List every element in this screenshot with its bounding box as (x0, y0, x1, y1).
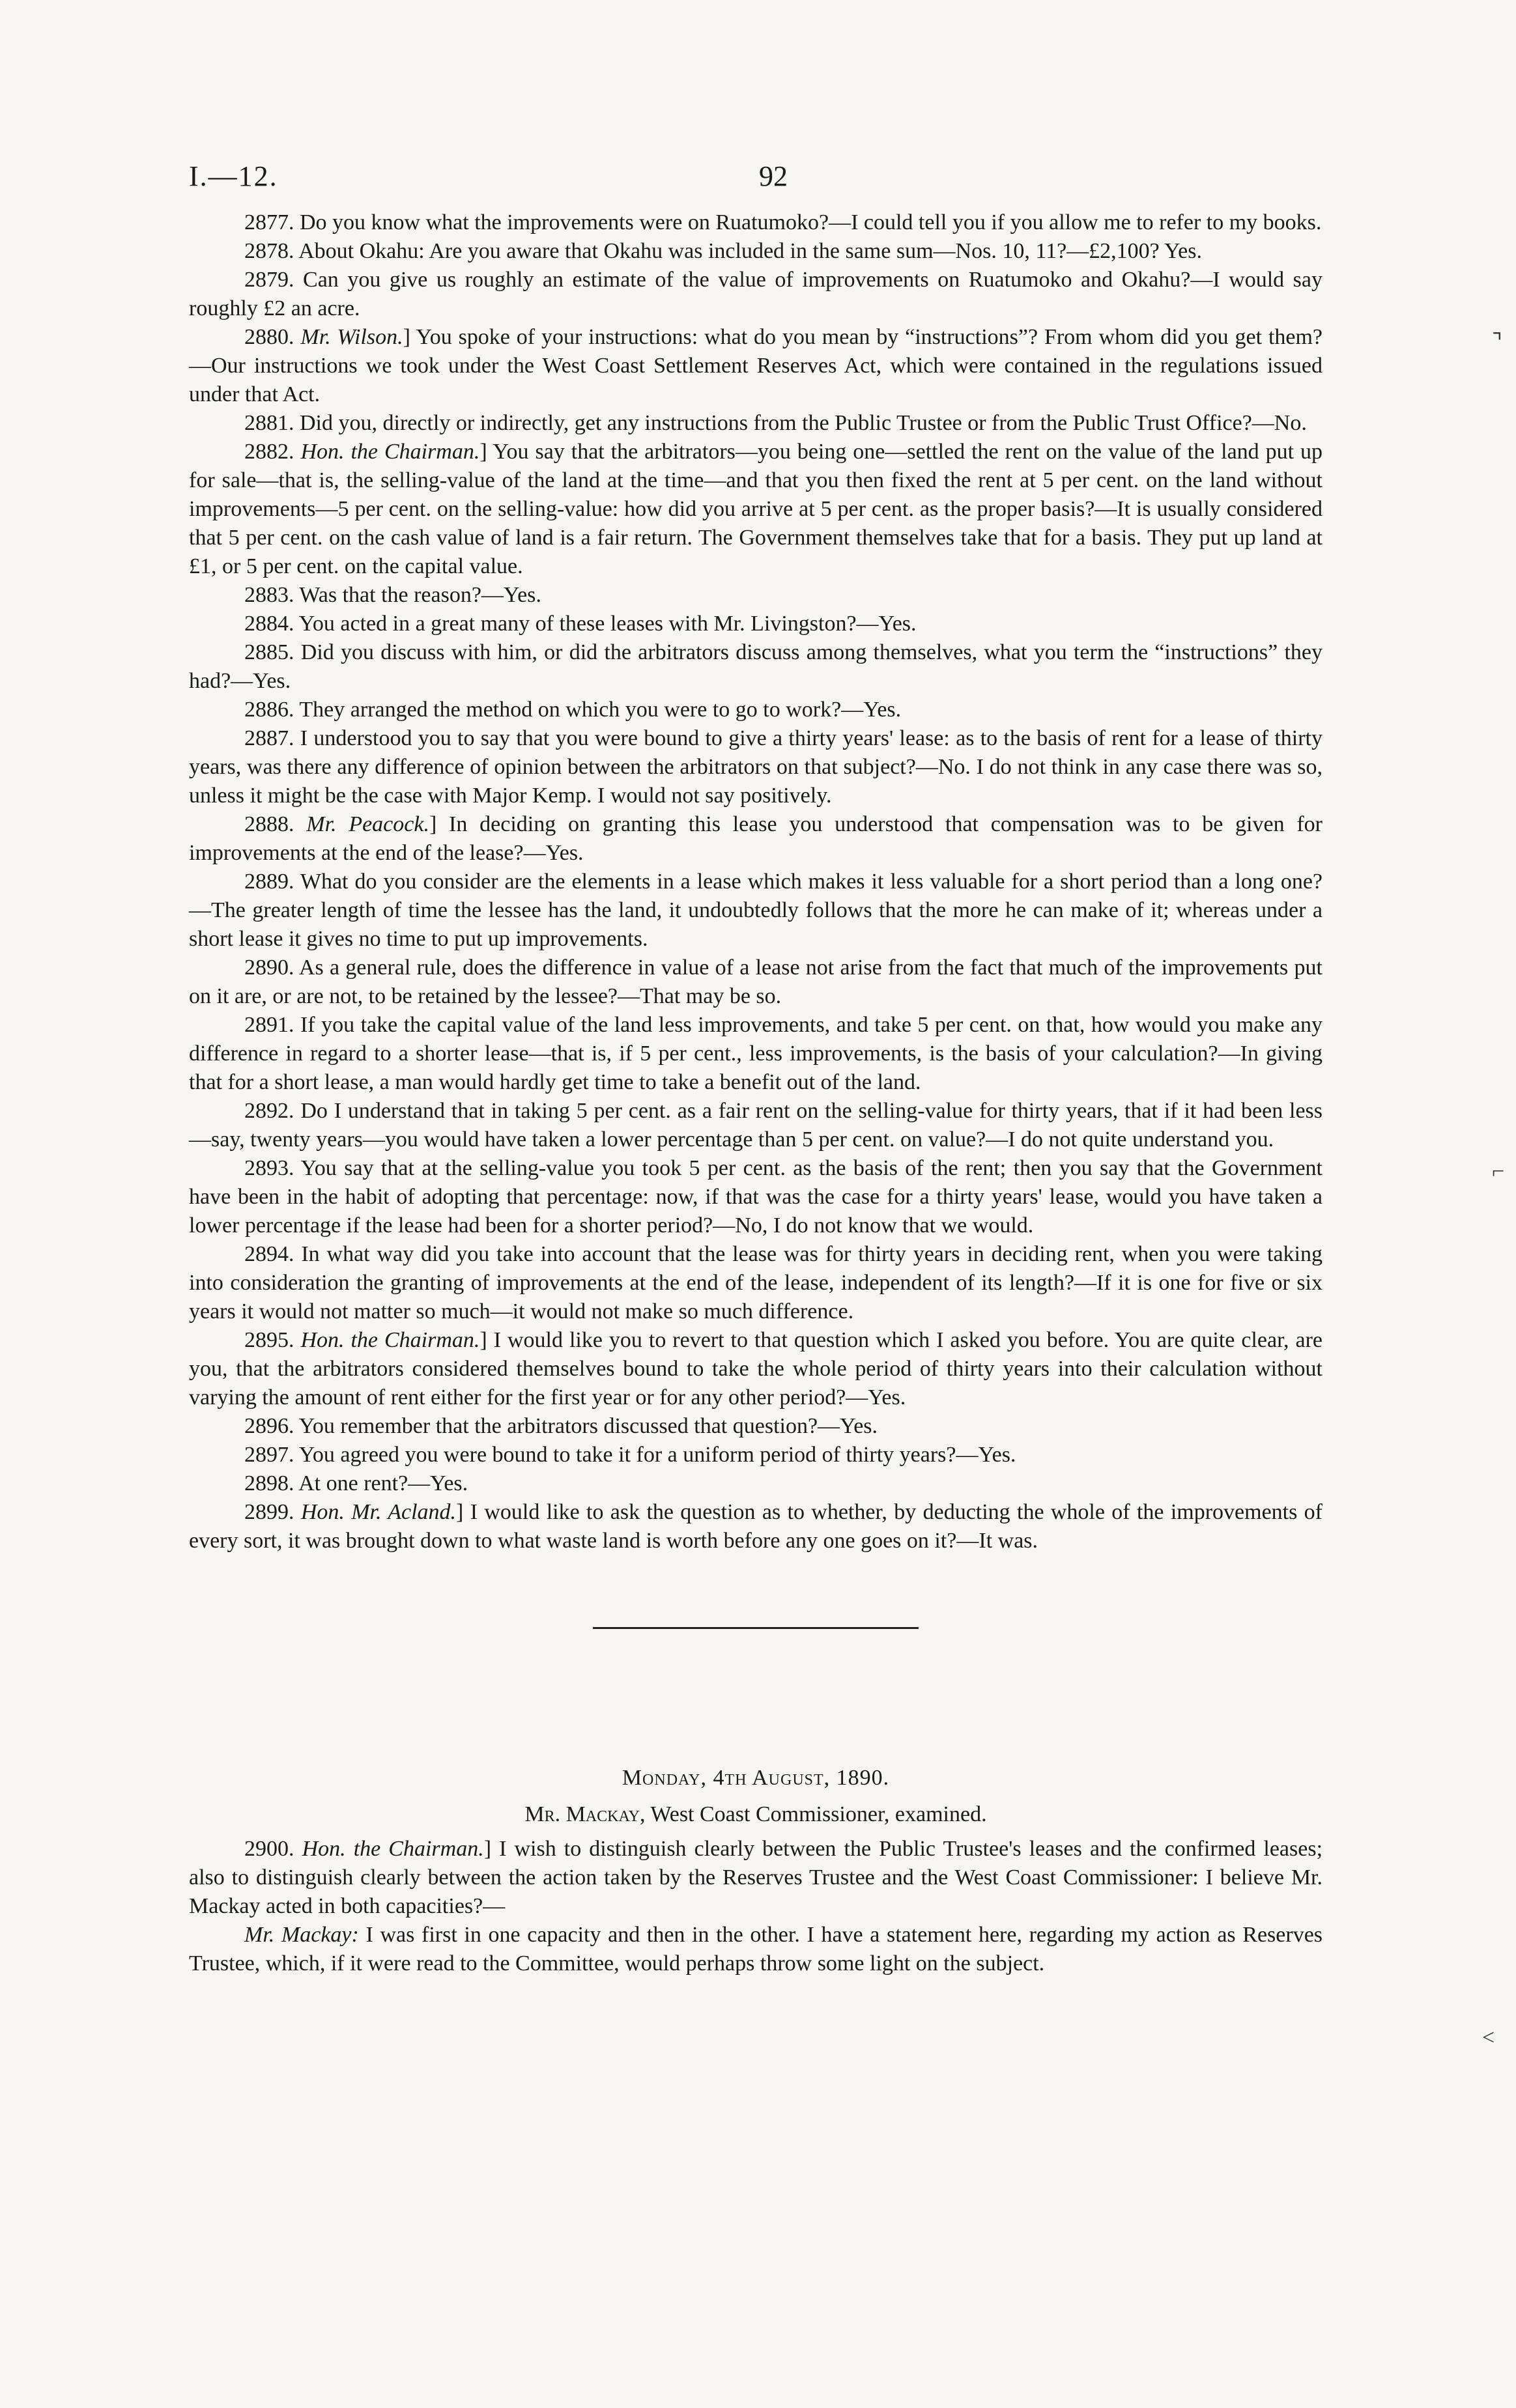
section-divider (593, 1627, 919, 1629)
question-paragraph: 2880. Mr. Wilson.] You spoke of your instructions: what do you mean by “instructions”? From whom did you get them?—Our instructions we took under the West Coast Settlement Reserves Act, which were contained in the regulations issued under that Act. (189, 325, 1323, 406)
question-text: You acted in a great many of these leases with Mr. Livingston?—Yes. (298, 612, 917, 636)
question-paragraph (189, 208, 1323, 237)
report-reference: I.—12. (189, 160, 278, 192)
margin-mark: ⌐ (1492, 1159, 1505, 1183)
question-number: 2886. (244, 698, 294, 722)
witness-heading (189, 1802, 1323, 1827)
speaker-name: Mr. Mackay: (244, 1923, 359, 1947)
speaker-name: Hon. the Chairman. (300, 1328, 480, 1352)
question-text: You spoke of your instructions: what do you mean by “instructions”? From whom did you get them?—Our instructions we took under the West Coast Settlement Reserves Act, which were contained in the regulations issued under that Act. (189, 325, 1323, 406)
question-paragraph (189, 1921, 1323, 1978)
question-number: 2877. (244, 210, 294, 234)
question-number: 2894. (244, 1242, 294, 1266)
question-text: Did you, directly or indirectly, get any instructions from the Public Trustee or from the Public Trust Office?—No. (300, 411, 1307, 435)
question-text: I would like you to revert to that question which I asked you before. You are quite clear, are you, that the arbitrators considered themselves bound to take the whole period of thirty years into their calculation without varying the amount of rent either for the first year or for any other period?—Yes. (189, 1328, 1323, 1409)
question-text: In deciding on granting this lease you understood that compensation was to be given for improvements at the end of the lease?—Yes. (189, 812, 1323, 865)
question-paragraph (189, 1011, 1323, 1097)
speaker-name: Hon. the Chairman. (300, 440, 480, 464)
question-text: About Okahu: Are you aware that Okahu was included in the same sum—Nos. 10, 11?—£2,100? Yes. (298, 239, 1202, 263)
question-number: 2892. (244, 1099, 294, 1123)
margin-mark: < (1482, 2026, 1495, 2050)
question-paragraph (189, 954, 1323, 1011)
question-paragraph (189, 696, 1323, 724)
witness-name: Mr. Mackay (524, 1802, 640, 1826)
question-number: 2896. (244, 1414, 294, 1438)
question-paragraph: 2900. Hon. the Chairman.] I wish to distinguish clearly between the Public Trustee's leases and the confirmed leases; also to distinguish clearly between the action taken by the Reserves Trustee and the West Coast Commissioner: I believe Mr. Mackay acted in both capacities?— (189, 1837, 1323, 1918)
question-number: 2878. (244, 239, 294, 263)
question-number: 2885. (244, 640, 294, 664)
question-text: I wish to distinguish clearly between the Public Trustee's leases and the confirmed leases; also to distinguish clearly between the action taken by the Reserves Trustee and the West Coast Commissioner: I believe Mr. Mackay acted in both capacities?— (189, 1837, 1323, 1918)
question-text: You say that the arbitrators—you being one—settled the rent on the value of the land put up for sale—that is, the selling-value of the land at the time—and that you then fixed the rent at 5 per cent. on the land without improvements—5 per cent. on the selling-value: how did you arrive at 5 per cent. as the proper basis?—It is usually considered that 5 per cent. on the cash value of land is a fair return. The Government themselves take that for a basis. They put up land at £1, or 5 per cent. on the capital value. (189, 440, 1323, 578)
question-paragraph (189, 1154, 1323, 1240)
margin-mark: ⌝ (1492, 330, 1502, 354)
question-text: Do you know what the improvements were on Ruatumoko?—I could tell you if you allow me to refer to my books. (300, 210, 1322, 234)
evidence-questions (189, 208, 1323, 1555)
question-paragraph (189, 1412, 1323, 1441)
question-number: 2891. (244, 1013, 294, 1037)
question-number: 2890. (244, 956, 294, 980)
question-text: Did you discuss with him, or did the arbitrators discuss among themselves, what you term the “instructions” they had?—Yes. (189, 640, 1323, 693)
question-paragraph (189, 1469, 1323, 1498)
question-text: You say that at the selling-value you took 5 per cent. as the basis of the rent; then you say that the Government have been in the habit of adopting that percentage: now, if that was the case for a thirty years' lease, would you have taken a lower percentage if the lease had been for a shorter period?—No, I do not know that we would. (189, 1156, 1323, 1238)
question-number: 2888. (244, 812, 294, 836)
question-paragraph (189, 237, 1323, 266)
question-paragraph: 2895. Hon. the Chairman.] I would like you to revert to that question which I asked you before. You are quite clear, are you, that the arbitrators considered themselves bound to take the whole period of thirty years into their calculation without varying the amount of rent either for the first year or for any other period?—Yes. (189, 1328, 1323, 1409)
section-paragraphs (189, 1835, 1323, 1978)
document-page (189, 147, 1323, 1978)
question-number: 2889. (244, 870, 294, 894)
question-text: They arranged the method on which you were to go to work?—Yes. (299, 698, 902, 722)
question-paragraph: 2899. Hon. Mr. Acland.] I would like to ask the question as to whether, by deducting the whole of the improvements of every sort, it was brought down to what waste land is worth before any one goes on it?—It was. (189, 1500, 1323, 1553)
question-paragraph (189, 868, 1323, 954)
question-text: Do I understand that in taking 5 per cent. as a fair rent on the selling-value for thirty years, that if it had been less—say, twenty years—you would have taken a lower percentage than 5 per cent. on value?—I do not quite understand you. (189, 1099, 1323, 1152)
question-paragraph (189, 581, 1323, 610)
speaker-name: Mr. Peacock. (306, 812, 429, 836)
question-number: 2881. (244, 411, 294, 435)
question-number: 2880. (244, 325, 294, 349)
speaker-name: Hon. the Chairman. (302, 1837, 484, 1861)
question-text: I was first in one capacity and then in the other. I have a statement here, regarding my action as Reserves Trustee, which, if it were read to the Committee, would perhaps throw some light on the subject. (189, 1923, 1323, 1976)
question-number: 2898. (244, 1471, 294, 1495)
question-paragraph (189, 1097, 1323, 1154)
question-paragraph: 2888. Mr. Peacock.] In deciding on granting this lease you understood that compensation was to be given for improvements at the end of the lease?—Yes. (189, 812, 1323, 865)
question-paragraph (189, 1240, 1323, 1326)
question-paragraph (189, 1441, 1323, 1469)
speaker-name: Mr. Wilson. (300, 325, 403, 349)
question-number: 2899. (244, 1500, 294, 1524)
page-number: 92 (759, 160, 788, 192)
question-paragraph: 2882. Hon. the Chairman.] You say that the arbitrators—you being one—settled the rent on the value of the land put up for sale—that is, the selling-value of the land at the time—and that you then fixed the rent at 5 per cent. on the land without improvements—5 per cent. on the selling-value: how did you arrive at 5 per cent. as the proper basis?—It is usually considered that 5 per cent. on the cash value of land is a fair return. The Government themselves take that for a basis. They put up land at £1, or 5 per cent. on the capital value. (189, 440, 1323, 578)
question-paragraph (189, 266, 1323, 323)
question-number: 2887. (244, 726, 294, 750)
question-text: Can you give us roughly an estimate of the value of improvements on Ruatumoko and Okahu?—I would say roughly £2 an acre. (189, 268, 1323, 320)
question-text: You remember that the arbitrators discussed that question?—Yes. (298, 1414, 878, 1438)
question-text: As a general rule, does the difference in value of a lease not arise from the fact that much of the improvements put on it are, or are not, to be retained by the lessee?—That may be so. (189, 956, 1323, 1008)
section-date: Monday, 4th August, 1890. (622, 1766, 890, 1790)
question-number: 2884. (244, 612, 294, 636)
question-paragraph (189, 610, 1323, 638)
question-number: 2895. (244, 1328, 294, 1352)
question-paragraph (189, 409, 1323, 438)
speaker-name: Hon. Mr. Acland. (300, 1500, 457, 1524)
question-paragraph (189, 638, 1323, 696)
witness-role: , West Coast Commissioner, examined. (639, 1802, 987, 1826)
question-text: At one rent?—Yes. (298, 1471, 468, 1495)
question-number: 2883. (244, 583, 294, 607)
question-number: 2893. (244, 1156, 294, 1180)
question-text: I understood you to say that you were bound to give a thirty years' lease: as to the basis of rent for a lease of thirty years, was there any difference of opinion between the arbitrators on that subject?—No. I do not think in any case there was so, unless it might be the case with Major Kemp. I would not say positively. (189, 726, 1323, 808)
page-header (189, 147, 1323, 208)
question-text: I would like to ask the question as to whether, by deducting the whole of the improvements of every sort, it was brought down to what waste land is worth before any one goes on it?—It was. (189, 1500, 1323, 1553)
question-number: 2879. (244, 268, 294, 292)
question-paragraph (189, 724, 1323, 810)
question-text: What do you consider are the elements in a lease which makes it less valuable for a short period than a long one?—The greater length of time the lessee has the land, it undoubtedly follows that the more he can make of it; whereas under a short lease it gives no time to put up improvements. (189, 870, 1323, 951)
question-text: Was that the reason?—Yes. (299, 583, 541, 607)
question-number: 2882. (244, 440, 294, 464)
question-text: In what way did you take into account that the lease was for thirty years in deciding rent, when you were taking into consideration the granting of improvements at the end of the lease, independent of its length?—If it is one for five or six years it would not matter so much—it would not make so much difference. (189, 1242, 1323, 1324)
question-number: 2897. (244, 1443, 294, 1467)
question-text: You agreed you were bound to take it for a uniform period of thirty years?—Yes. (298, 1443, 1016, 1467)
question-number: 2900. (244, 1837, 294, 1861)
question-text: If you take the capital value of the land less improvements, and take 5 per cent. on that, how would you make any difference in regard to a shorter lease—that is, if 5 per cent., less improvements, is the basis of your calculation?—In giving that for a short lease, a man would hardly get time to take a benefit out of the land. (189, 1013, 1323, 1094)
